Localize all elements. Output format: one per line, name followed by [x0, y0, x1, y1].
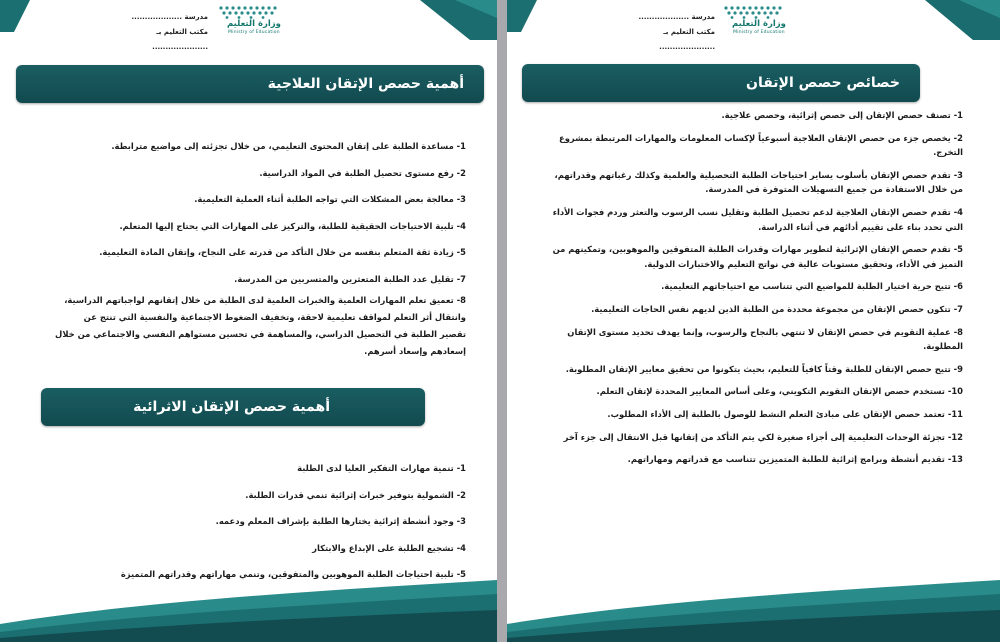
header-fields [118, 10, 208, 55]
section-title-characteristics [522, 64, 920, 102]
enrichment-importance-list [16, 455, 466, 588]
section-title-enrichment [41, 388, 425, 426]
ministry-name-en: Ministry of Education [733, 30, 785, 35]
right-page [507, 0, 1000, 642]
list-item: 3- معالجة بعض المشكلات التي تواجه الطلبة أثناء العملية التعليمية. [194, 194, 466, 204]
list-item: 3- تقدم حصص الإتقان بأسلوب يساير احتياجات الطلبة التحصيلية والعلمية وكذلك رغباتهم وقدراتهم، [554, 169, 963, 180]
section-title-remedial-text: أهمية حصص الإتقان العلاجية [267, 76, 464, 92]
list-item: 5- زيادة ثقة المتعلم بنفسه من خلال التأكد من قدرته على النجاح، وإتقان المادة التعليمية. [99, 247, 466, 257]
characteristics-list [515, 108, 963, 467]
office-field: مكتب التعليم بـ ..................... [659, 28, 715, 51]
school-field: مدرسة ................... [638, 13, 715, 21]
list-item: 6- تتيح حرية اختيار الطلبة للمواضيع التي تتناسب مع احتياجاتهم التعليمية. [661, 281, 963, 292]
list-item: 2- رفع مستوى تحصيل الطلبة في المواد الدراسية. [259, 167, 466, 178]
office-field: مكتب التعليم بـ ..................... [152, 28, 208, 51]
footer-wave-decoration [507, 572, 1000, 642]
list-item: من خلال الاستفادة من جميع التسهيلات المتوفرة في المدرسة. [705, 184, 963, 195]
ministry-name-ar: وزارة التعليم [227, 19, 281, 29]
list-item: 2- يخصص جزء من حصص الإتقان العلاجية أسبوعياً لإكساب المعلومات والمهارات المرتبطة بمشروع [558, 132, 963, 143]
list-item: التميز في الأداء، وتحقيق مستويات عالية في نواتج التعليم والاختبارات الدولية. [644, 258, 963, 269]
left-page [0, 0, 497, 642]
list-item: 3- وجود أنشطة إثرائية يختارها الطلبة بإشراف المعلم ودعمه. [215, 516, 466, 526]
header-fields [625, 10, 715, 55]
list-item: 8- عملية التقويم في حصص الإتقان لا تنتهي بالنجاح والرسوب، وإنما يهدف تحديد مستوى الإتقان [567, 326, 963, 337]
footer-wave-decoration [0, 572, 497, 642]
ministry-logo [720, 5, 798, 45]
list-item: 5- تقدم حصص الإتقان الإثرائية لتطوير مهارات وقدرات الطلبة المتفوقين والموهوبين، وتمكينهم من [552, 244, 963, 255]
list-item: التي تحدد بناء على تقييم أدائهم في أثناء الدراسة. [758, 221, 963, 232]
list-item: 1- مساعدة الطلبة على إتقان المحتوى التعليمي، من خلال تجزئته إلى مواضيع مترابطة. [111, 141, 466, 151]
list-item: 12- تجزئة الوحدات التعليمية إلى أجزاء صغيرة لكي يتم التأكد من إتقانها قبل الانتقال إلى جزء آخر [563, 431, 963, 442]
list-item: 11- تعتمد حصص الإتقان على مبادئ التعلم النشط للوصول بالطلبة إلى الأداء المطلوب. [607, 408, 963, 419]
logo-dots-icon [720, 5, 798, 19]
section-title-remedial [16, 65, 484, 103]
list-item: إسعادهم وإسعاد أسرهم. [364, 346, 466, 356]
list-item: 1- تصنف حصص الإتقان إلى حصص إثرائية، وحصص علاجية. [721, 110, 963, 120]
section-title-characteristics-text: خصائص حصص الإتقان [746, 75, 900, 91]
section-title-enrichment-text: أهمية حصص الإتقان الاثرائية [133, 399, 330, 415]
ministry-name-en: Ministry of Education [228, 30, 280, 35]
list-item: 8- تعميق تعلم المهارات العلمية والخبرات العلمية لدى الطلبة من خلال إتقانهم لواجباتهم الدراسية، [64, 295, 466, 305]
list-item: 13- تقديم أنشطة وبرامج إثرائية للطلبة المتميزين تتناسب مع قدراتهم ومهاراتهم. [627, 454, 963, 465]
list-item: وانتقال أثر التعلم لمواقف تعليمية لاحقة، وتخفيف الضغوط الاجتماعية والنفسية التي تنتج عن [83, 312, 466, 322]
ministry-logo [215, 5, 293, 45]
list-item: 5- تلبية احتياجات الطلبة الموهوبين والمتفوقين، وتنمي مهاراتهم وقدراتهم المتميزة [120, 569, 466, 579]
list-item: 2- الشمولية بتوفير خبرات إثرائية تنمي قدرات الطلبة. [245, 489, 466, 500]
list-item: 1- تنمية مهارات التفكير العليا لدى الطلبة [297, 463, 466, 473]
list-item: المطلوبة. [923, 341, 963, 352]
ministry-name-ar: وزارة التعليم [732, 19, 786, 29]
school-field: مدرسة ................... [131, 13, 208, 21]
list-item: 4- تشجيع الطلبة على الإبداع والابتكار [312, 542, 466, 553]
list-item: تقصير الطلبة في التحصيل الدراسي، والمساهمة في تحسين مستواهم النفسي والاجتماعي من خلال [55, 329, 466, 339]
list-item: 10- تستخدم حصص الإتقان التقويم التكويني، وعلى أساس المعايير المحددة لإتقان التعلم. [596, 386, 963, 397]
list-item: 4- تلبية الاحتياجات الحقيقية للطلبة، والتركيز على المهارات التي يحتاج إليها المتعلم. [119, 220, 466, 231]
remedial-importance-list [16, 133, 466, 292]
remedial-importance-list-cont [16, 292, 466, 360]
list-item: التخرج. [933, 147, 963, 158]
list-item: 7- تقليل عدد الطلبة المتعثرين والمتسربين من المدرسة. [234, 273, 466, 284]
list-item: 9- تتيح حصص الإتقان للطلبة وقتاً كافياً للتعليم، بحيث يتكونوا من تحقيق معايير الإتقان المطلوبة. [565, 363, 963, 374]
list-item: 4- تقدم حصص الإتقان العلاجية لدعم تحصيل الطلبة وتقليل نسب الرسوب والتعثر وردم فجوات الأداء [552, 206, 963, 217]
list-item: 7- تتكون حصص الإتقان من مجموعة محددة من الطلبة الذين لديهم نفس الحاجات التعليمية. [591, 303, 963, 314]
logo-dots-icon [215, 5, 293, 19]
